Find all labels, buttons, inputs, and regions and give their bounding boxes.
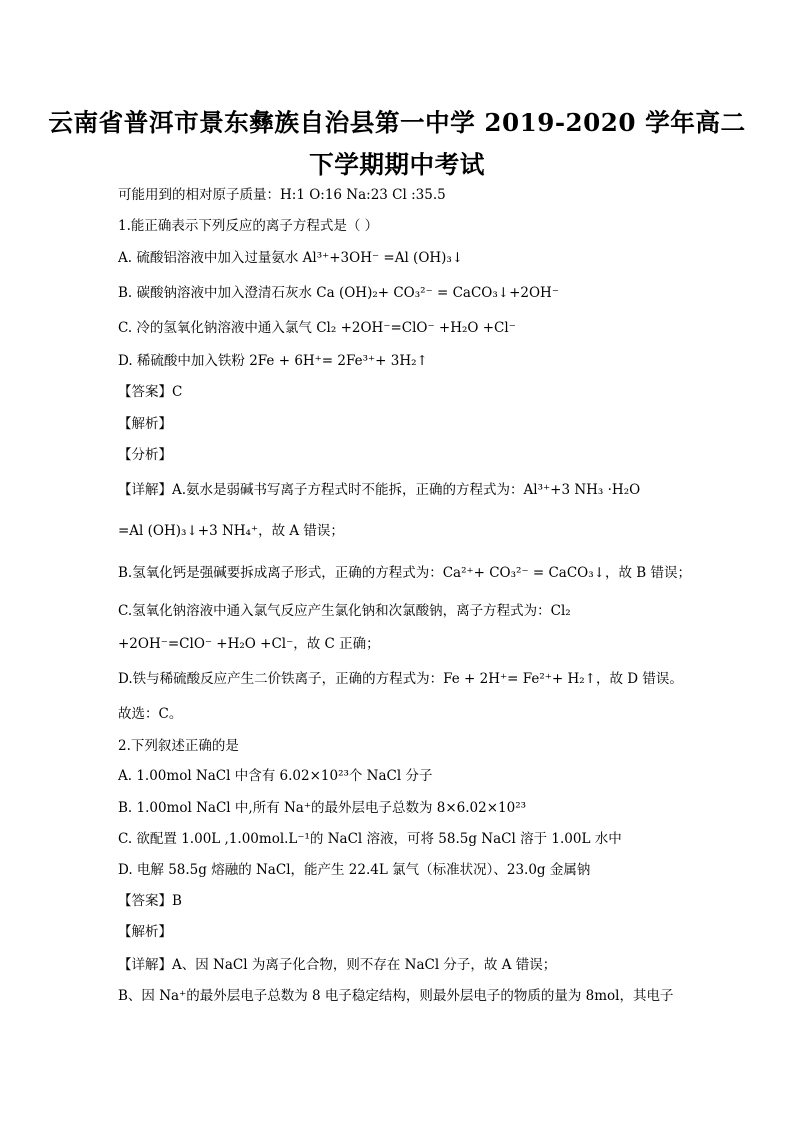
q2-option-a: A. 1.00mol NaCl 中含有 6.02×10²³个 NaCl 分子 [118,768,433,784]
q1-fenxi-label: 【分析】 [118,447,172,463]
q1-detail-c-1: C.氢氧化钠溶液中通入氯气反应产生氯化钠和次氯酸钠，离子方程式为：Cl₂ [118,603,571,619]
q2-option-b: B. 1.00mol NaCl 中,所有 Na⁺的最外层电子总数为 8×6.02×10²³ [118,800,527,816]
q1-detail-a-2: =Al (OH)₃↓+3 NH₄⁺，故 A 错误； [118,523,344,539]
q2-detail-a: 【详解】A、因 NaCl 为离子化合物，则不存在 NaCl 分子，故 A 错误； [118,957,557,973]
q2-stem: 2.下列叙述正确的是 [118,738,239,754]
q1-conclusion: 故选：C。 [118,706,183,722]
q1-detail-d: D.铁与稀硫酸反应产生二价铁离子，正确的方程式为：Fe + 2H⁺= Fe²⁺+ H₂↑，故 D 错误。 [118,671,683,687]
q2-option-c: C. 欲配置 1.00L ,1.00mol.L⁻¹的 NaCl 溶液，可将 58.5g NaCl 溶于 1.00L 水中 [118,831,622,847]
q1-option-a: A. 硫酸铝溶液中加入过量氨水 Al³⁺+3OH⁻ =Al (OH)₃↓ [118,250,464,266]
q1-analysis-label: 【解析】 [118,416,172,432]
q1-option-d: D. 稀硫酸中加入铁粉 2Fe + 6H⁺= 2Fe³⁺+ 3H₂↑ [118,353,428,369]
q2-detail-b: B、因 Na⁺的最外层电子总数为 8 电子稳定结构，则最外层电子的物质的量为 8mol，其电子 [118,988,674,1004]
q1-detail-c-2: +2OH⁻=ClO⁻ +H₂O +Cl⁻，故 C 正确； [118,636,380,652]
q1-detail-a-1: 【详解】A.氨水是弱碱书写离子方程式时不能拆，正确的方程式为：Al³⁺+3 NH₃ ·H₂O [118,482,641,498]
q1-detail-b: B.氢氧化钙是强碱要拆成离子形式，正确的方程式为：Ca²⁺+ CO₃²⁻ = CaCO₃↓，故 B 错误； [118,565,691,581]
q1-answer: 【答案】C [118,384,183,400]
document-title-line-1: 云南省普洱市景东彝族自治县第一中学 2019-2020 学年高二 [48,108,746,137]
q1-option-b: B. 碳酸钠溶液中加入澄清石灰水 Ca (OH)₂+ CO₃²⁻ = CaCO₃↓+2OH⁻ [118,285,559,301]
q2-answer: 【答案】B [118,893,182,909]
q1-stem: 1.能正确表示下列反应的离子方程式是（ ） [118,218,379,234]
atomic-mass-line: 可能用到的相对原子质量：H:1 O:16 Na:23 Cl :35.5 [118,187,446,203]
q2-analysis-label: 【解析】 [118,924,172,940]
q1-option-c: C. 冷的氢氧化钠溶液中通入氯气 Cl₂ +2OH⁻=ClO⁻ +H₂O +Cl⁻ [118,320,516,336]
document-title-line-2: 下学期期中考试 [309,150,485,179]
q2-option-d: D. 电解 58.5g 熔融的 NaCl，能产生 22.4L 氯气（标准状况）、23.0g 金属钠 [118,862,591,878]
